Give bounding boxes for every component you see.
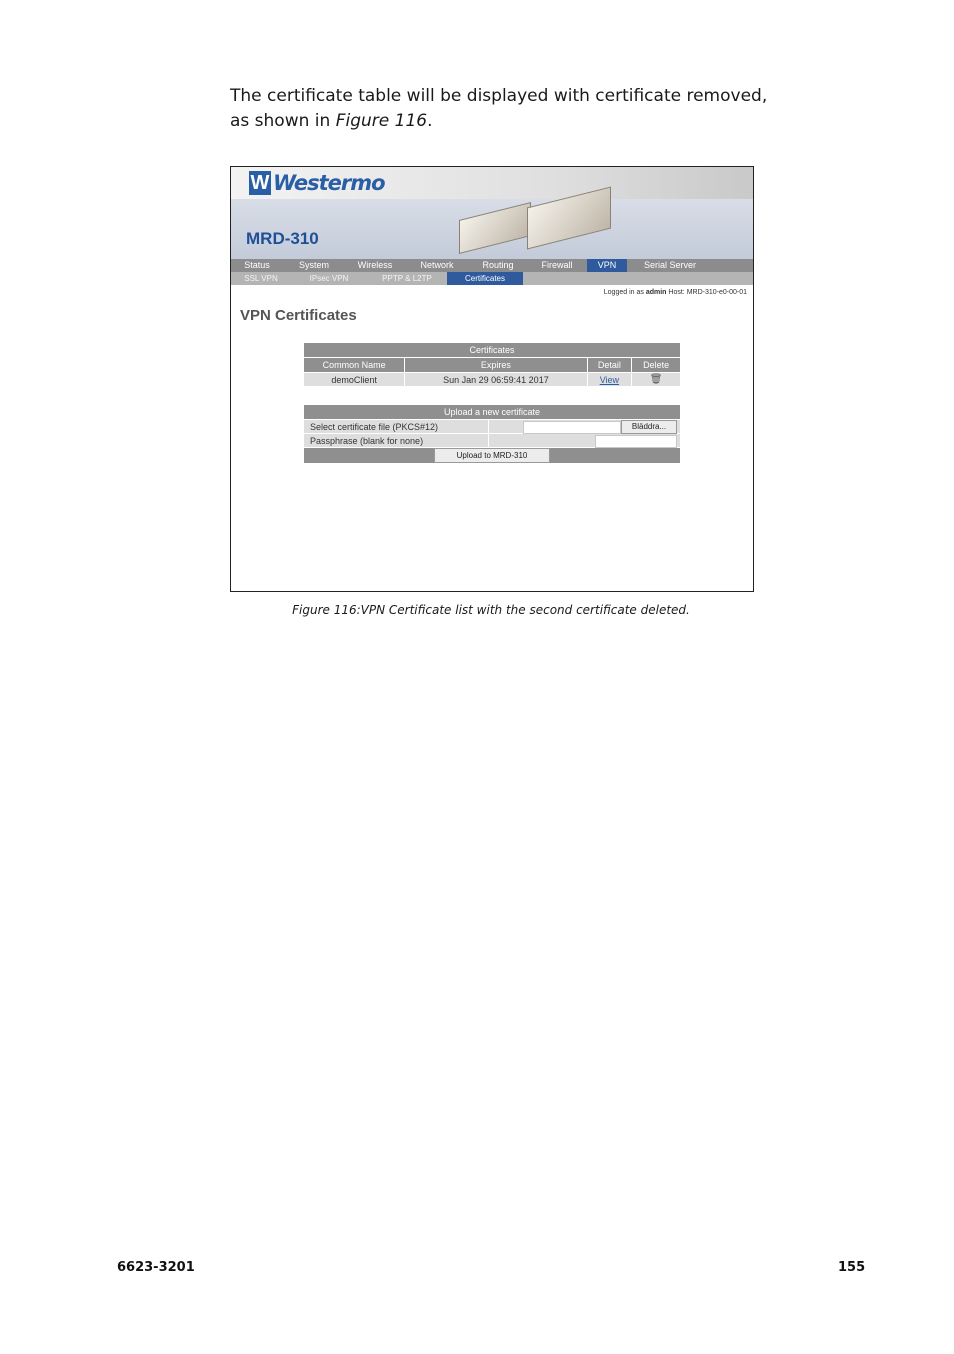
host-label: Host: xyxy=(668,289,685,296)
col-expires: Expires xyxy=(405,358,587,373)
col-common-name: Common Name xyxy=(304,358,405,373)
intro-paragraph xyxy=(230,84,770,134)
subnav-ipsec-vpn[interactable]: IPsec VPN xyxy=(309,274,349,283)
nav-wireless[interactable]: Wireless xyxy=(357,260,393,270)
subnav-ssl-vpn[interactable]: SSL VPN xyxy=(244,274,278,283)
nav-vpn[interactable]: VPN xyxy=(587,259,627,272)
file-label: Select certificate file (PKCS#12) xyxy=(304,420,489,434)
figure-reference: Figure 116 xyxy=(335,111,428,131)
nav-system[interactable]: System xyxy=(298,260,329,270)
secondary-nav xyxy=(231,272,753,285)
trash-icon[interactable]: 🗑 xyxy=(649,374,663,385)
file-field-cell xyxy=(489,420,681,434)
upload-button-row xyxy=(304,448,681,464)
model-title: MRD-310 xyxy=(246,229,319,248)
upload-table xyxy=(303,404,681,464)
figure-screenshot xyxy=(230,166,754,592)
subnav-certificates[interactable]: Certificates xyxy=(447,272,523,285)
login-status xyxy=(604,289,747,296)
nav-status[interactable]: Status xyxy=(244,260,270,270)
table-row xyxy=(304,373,681,387)
page-number: 155 xyxy=(838,1260,866,1275)
logged-in-user: admin xyxy=(645,289,667,296)
file-input[interactable] xyxy=(523,421,621,434)
intro-text: The certificate table will be displayed with certificate removed, as shown in xyxy=(230,86,768,131)
nav-routing[interactable]: Routing xyxy=(482,260,514,270)
subnav-pptp-l2tp[interactable]: PPTP & L2TP xyxy=(382,274,432,283)
cell-delete xyxy=(632,373,681,387)
cell-expires: Sun Jan 29 06:59:41 2017 xyxy=(405,373,587,387)
primary-nav xyxy=(231,259,753,272)
col-delete: Delete xyxy=(632,358,681,373)
figure-caption: Figure 116:VPN Certificate list with the second certificate deleted. xyxy=(292,603,690,617)
passphrase-field-cell xyxy=(489,434,681,448)
cell-detail xyxy=(587,373,632,387)
westermo-logo-icon: W xyxy=(250,172,270,194)
nav-firewall[interactable]: Firewall xyxy=(541,260,573,270)
certificates-table xyxy=(303,342,681,387)
certificates-table-caption: Certificates xyxy=(304,343,681,358)
device-image-left xyxy=(459,202,531,254)
upload-button[interactable]: Upload to MRD-310 xyxy=(434,448,550,463)
host-value: MRD-310-e0-00-01 xyxy=(686,289,747,296)
doc-number: 6623-3201 xyxy=(117,1260,195,1275)
nav-network[interactable]: Network xyxy=(420,260,454,270)
intro-text-end: . xyxy=(427,111,433,131)
logo-text: Westermo xyxy=(273,171,385,195)
upload-table-caption: Upload a new certificate xyxy=(304,405,681,420)
cell-common-name: demoClient xyxy=(304,373,405,387)
passphrase-label: Passphrase (blank for none) xyxy=(304,434,489,448)
nav-serial-server[interactable]: Serial Server xyxy=(643,260,697,270)
col-detail: Detail xyxy=(587,358,632,373)
page-title: VPN Certificates xyxy=(240,307,357,324)
logged-in-prefix: Logged in as xyxy=(603,289,644,296)
browse-button[interactable]: Bläddra... xyxy=(621,420,677,434)
passphrase-input[interactable] xyxy=(595,435,677,448)
banner xyxy=(231,167,753,259)
view-link[interactable]: View xyxy=(599,374,620,385)
